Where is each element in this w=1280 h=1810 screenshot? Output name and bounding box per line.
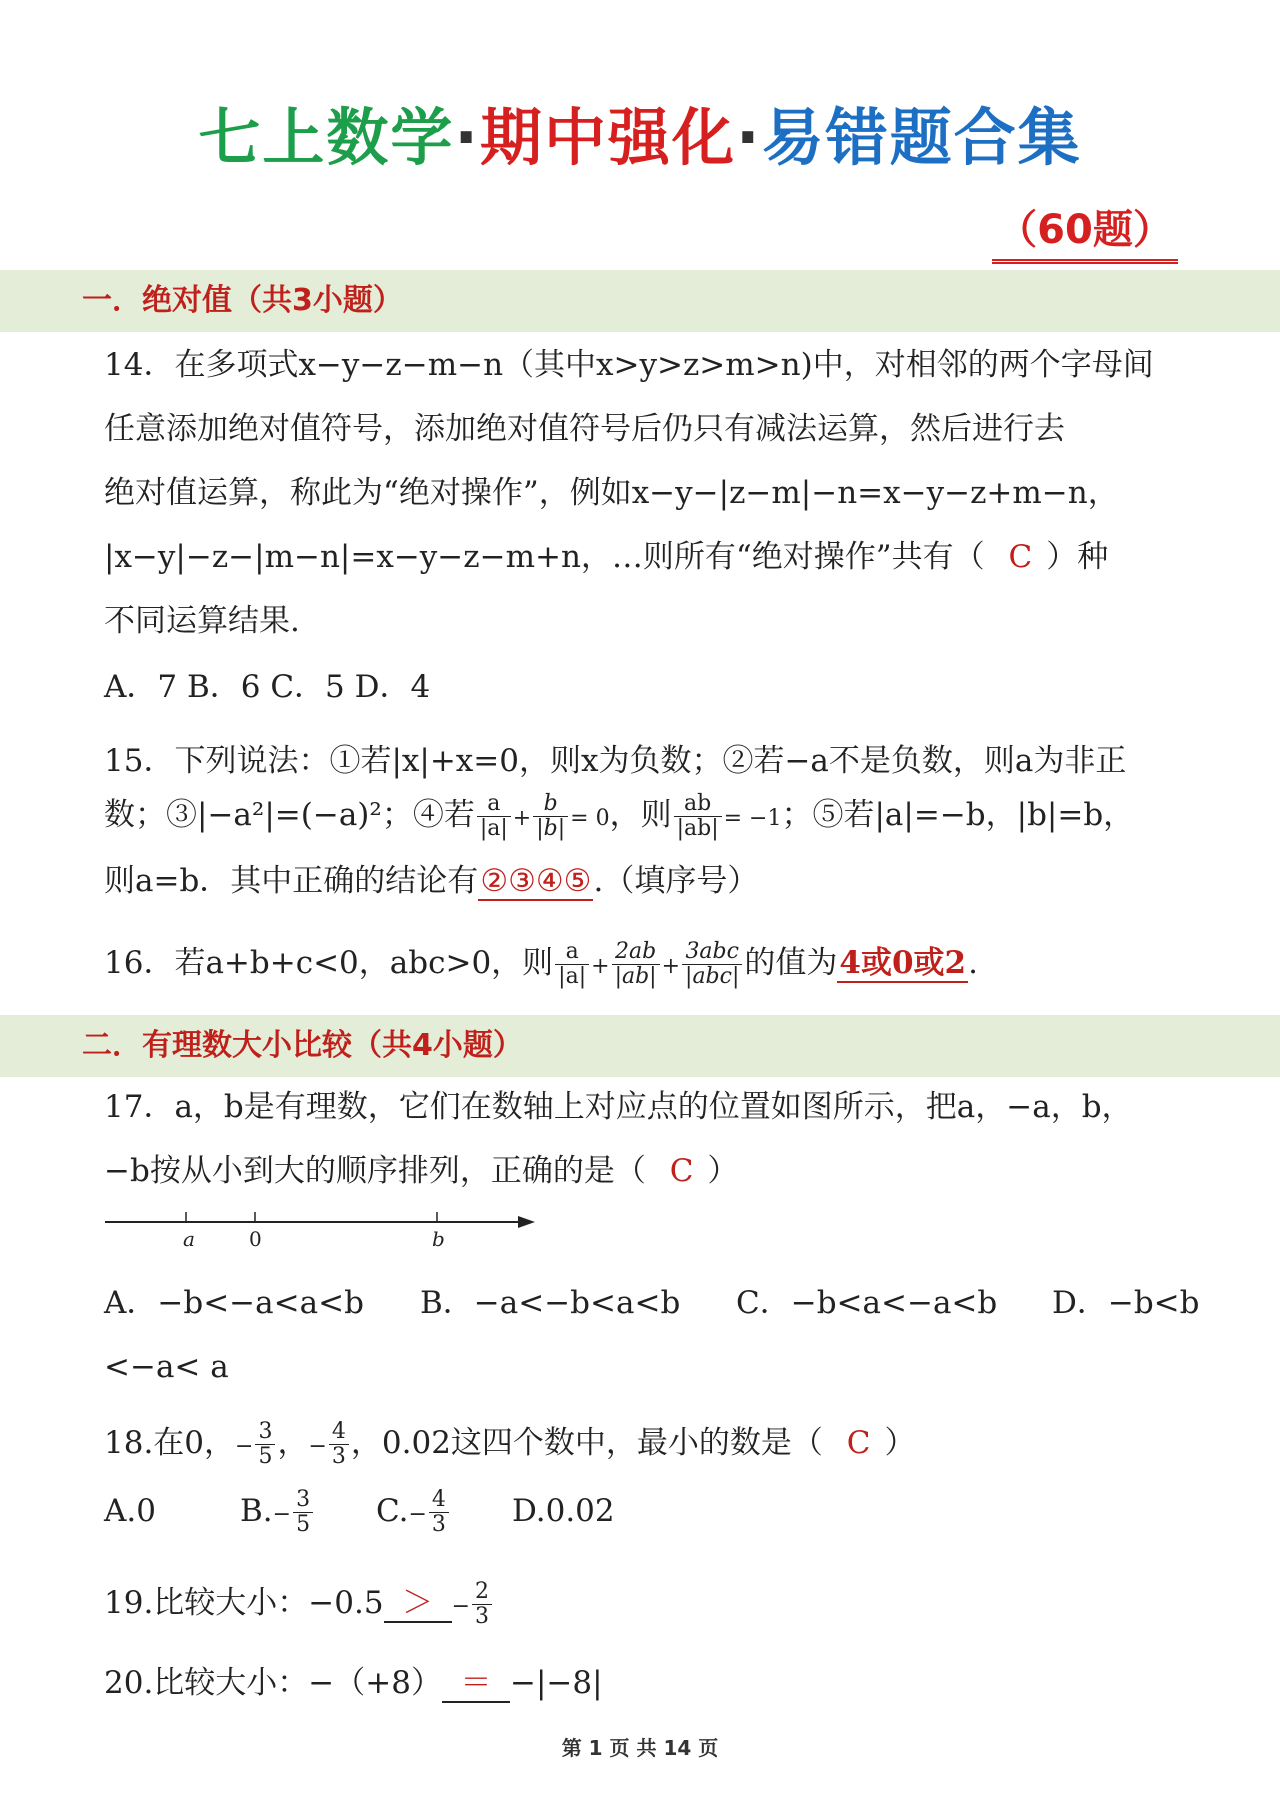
fraction-numerator: 4 (431, 1487, 446, 1512)
fraction-denominator: |abc| (682, 964, 742, 989)
minus-sign: − (408, 1502, 427, 1527)
plus-sign: + (591, 954, 610, 979)
fraction-numerator: 3abc (685, 939, 739, 964)
q19-answer: ＞ (384, 1585, 452, 1623)
tick-label-a: a (183, 1227, 195, 1251)
q19-text-line (104, 1580, 494, 1630)
q14-text-line: 绝对值运算，称此为“绝对操作”，例如x−y−|z−m|−n=x−y−z+m−n， (104, 475, 1119, 511)
fraction (612, 940, 660, 989)
q17-text-line: 17．a，b是有理数，它们在数轴上对应点的位置如图所示，把a，−a，b， (104, 1089, 1133, 1125)
fraction (329, 1420, 349, 1469)
fraction-numerator: 4 (331, 1419, 346, 1444)
q17-options (104, 1280, 1200, 1326)
q20-text-line (104, 1660, 603, 1706)
q17-text: ） (707, 1153, 739, 1189)
plus-sign: + (512, 806, 532, 831)
q17-text: −b按从小到大的顺序排列，正确的是（ (104, 1153, 646, 1189)
equals-zero: = 0 (570, 806, 610, 831)
fraction (293, 1488, 313, 1537)
q14-line4-end: ）种 (1046, 539, 1109, 575)
q18-option-a: A.0 (104, 1493, 156, 1529)
page-subtitle: （60题） (992, 198, 1178, 264)
plus-sign: + (661, 954, 681, 979)
page-footer: 第 1 页 共 14 页 (561, 1736, 719, 1760)
q17-option-d-continued: <−a< a (104, 1349, 229, 1385)
fraction-denominator: 3 (472, 1604, 492, 1629)
fraction-denominator: |a| (477, 816, 511, 841)
fraction-numerator: a (565, 939, 579, 964)
number-line-figure (100, 1200, 540, 1260)
q17-answer: C (669, 1153, 694, 1189)
q18-text: ，0.02这四个数中，最小的数是（ (350, 1425, 823, 1461)
q15-answer: ②③④⑤ (480, 863, 592, 899)
minus-sign: − (235, 1434, 254, 1459)
q14-line4-text: |x−y|−z−|m−n|=x−y−z−m+n，…则所有“绝对操作”共有（ (104, 539, 985, 575)
fraction (472, 1580, 492, 1629)
q14-text-line (104, 534, 1108, 580)
q18-text: 18.在0， (104, 1425, 236, 1461)
q18-options (104, 1488, 615, 1538)
q18-option-d: D.0.02 (512, 1493, 615, 1529)
q16-answer: 4或0或2 (839, 945, 967, 981)
title-separator: · (454, 101, 480, 174)
q20-text: 20.比较大小：−（+8） (104, 1665, 442, 1701)
q18-text: ） (884, 1425, 916, 1461)
q16-text-line (104, 940, 978, 990)
q15-text: ；⑤若|a|=−b，|b|=b， (781, 797, 1135, 833)
q14-text-line: 任意添加绝对值符号，添加绝对值符号后仍只有减法运算，然后进行去 (104, 411, 1065, 447)
q17-option-d: D．−b<b (1052, 1285, 1200, 1321)
fraction-denominator: |ab| (612, 964, 660, 989)
minus-sign: − (451, 1594, 471, 1619)
fraction-denominator: |b| (533, 816, 568, 841)
q17-text-line (104, 1148, 738, 1194)
q14-text-line: 14．在多项式x−y−z−m−n（其中x>y>z>m>n)中，对相邻的两个字母间 (104, 347, 1154, 383)
tick-label-zero: 0 (249, 1227, 262, 1251)
q15-text: ，则 (609, 797, 672, 833)
fraction (255, 1420, 275, 1469)
q18-option-c (376, 1488, 512, 1538)
fraction-numerator: 3 (296, 1487, 311, 1512)
q20-text: −|−8| (509, 1665, 603, 1701)
fraction-numerator: 2ab (614, 939, 657, 964)
equals-minus-one: = −1 (723, 806, 782, 831)
q16-text: 的值为 (744, 945, 838, 981)
minus-sign: − (308, 1434, 327, 1459)
fraction-numerator: ab (683, 791, 712, 816)
fraction-numerator: 2 (475, 1579, 490, 1604)
q18-option-b (240, 1488, 376, 1538)
fraction (429, 1488, 449, 1537)
fraction (674, 792, 722, 841)
q14-answer: C (1008, 539, 1033, 575)
title-separator: · (736, 101, 762, 174)
title-part-collection: 易错题合集 (761, 101, 1082, 174)
q17-option-b: B．−a<−b<a<b (420, 1285, 681, 1321)
q15-text: .（填序号） (593, 863, 759, 899)
title-part-exam: 期中强化 (479, 101, 736, 174)
fraction-denominator: 5 (293, 1512, 313, 1537)
q14-text-line: 不同运算结果. (104, 603, 300, 639)
q18-answer: C (846, 1425, 871, 1461)
section-header-absolute-value: 一．绝对值（共3小题） (0, 270, 1280, 332)
fraction (682, 940, 742, 989)
minus-sign: − (272, 1502, 292, 1527)
fraction-denominator: |ab| (674, 816, 722, 841)
option-label: C. (376, 1493, 409, 1529)
q19-text: 19.比较大小：−0.5 (104, 1585, 384, 1621)
q18-text: ， (277, 1425, 309, 1461)
option-label: B. (240, 1493, 273, 1529)
fraction (555, 940, 589, 989)
fraction (533, 792, 568, 841)
section-header-rational-comparison: 二．有理数大小比较（共4小题） (0, 1015, 1280, 1077)
title-part-grade: 七上数学 (198, 101, 455, 174)
q16-text: 16．若a+b+c<0，abc>0，则 (104, 945, 554, 981)
q15-text-line (104, 792, 1134, 842)
q15-text: 则a=b．其中正确的结论有 (104, 863, 479, 899)
q14-options: A．7 B．6 C．5 D．4 (104, 669, 431, 705)
q20-answer: ＝ (442, 1665, 510, 1703)
fraction-numerator: 3 (258, 1419, 273, 1444)
fraction-denominator: 3 (429, 1512, 449, 1537)
q18-text-line (104, 1420, 916, 1470)
q17-option-c: C．−b<a<−a<b (736, 1285, 998, 1321)
fraction (477, 792, 511, 841)
q16-text: . (968, 945, 978, 981)
fraction-numerator: a (487, 791, 501, 816)
fraction-denominator: 5 (255, 1444, 275, 1469)
fraction-denominator: 3 (329, 1444, 349, 1469)
tick-label-b: b (432, 1227, 445, 1251)
q15-text: 数；③|−a²|=(−a)²；④若 (104, 797, 475, 833)
q15-text-line (104, 858, 758, 904)
q15-text-line: 15．下列说法：①若|x|+x=0，则x为负数；②若−a不是负数，则a为非正 (104, 743, 1127, 779)
fraction-denominator: |a| (555, 964, 589, 989)
fraction-numerator: b (543, 791, 558, 816)
page-title (0, 88, 1280, 177)
arrow-head-icon (518, 1216, 535, 1228)
q17-option-a: A．−b<−a<a<b (104, 1285, 364, 1321)
